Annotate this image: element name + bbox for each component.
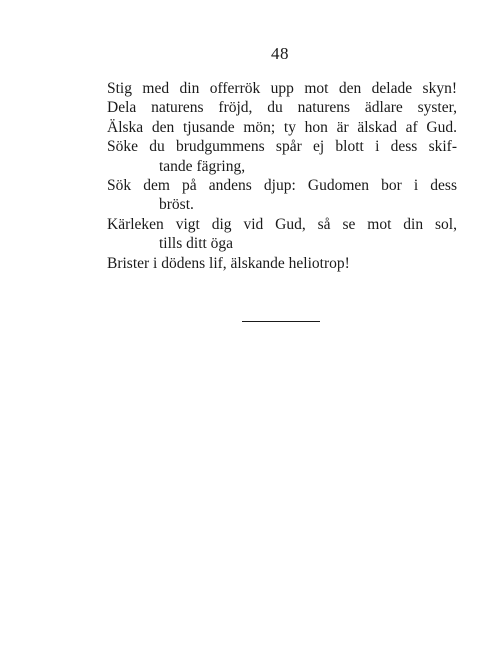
poem-line: Älska den tjusande mön; ty hon är älskad af Gud. [107,118,457,136]
poem-line: Sök dem på andens djup: Gudomen bor i dess [107,176,457,194]
poem-line: Söke du brudgummens spår ej blott i dess skif- [107,138,457,156]
poem-text [107,79,457,273]
poem-line-continuation: bröst. [159,196,194,214]
page-number: 48 [271,44,289,63]
poem-line: Brister i dödens lif, älskande heliotrop! [107,254,350,272]
poem-line: Kärleken vigt dig vid Gud, så se mot din sol, [107,215,457,233]
poem-line: Dela naturens fröjd, du naturens ädlare syster, [107,99,457,117]
poem-line-continuation: tande fägring, [159,157,246,175]
poem-line-continuation: tills ditt öga [159,235,234,253]
poem-line: Stig med din offerrök upp mot den delade skyn! [107,80,457,97]
section-divider [242,321,320,322]
